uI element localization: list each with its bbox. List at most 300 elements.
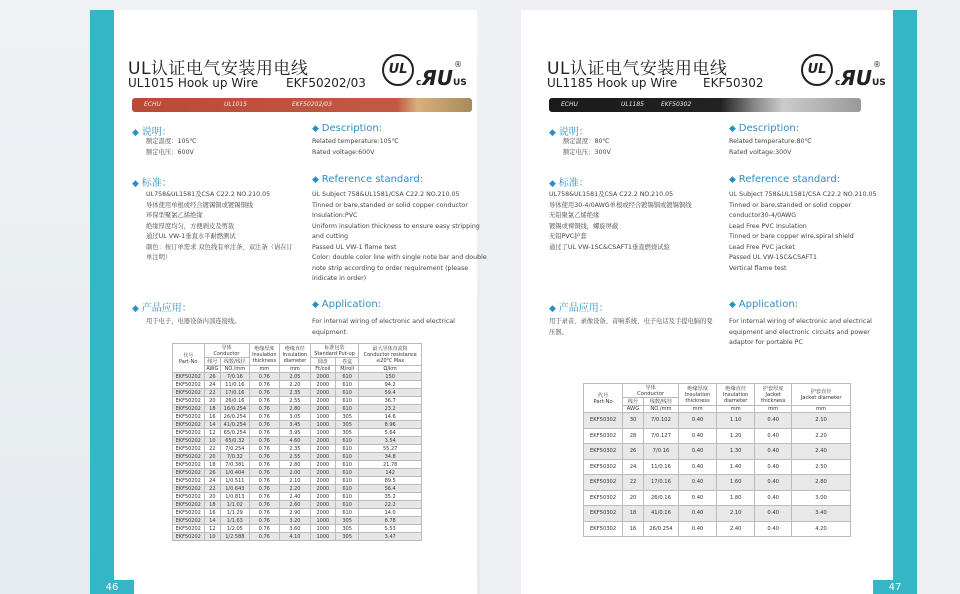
table-cell: 65/0.32	[221, 437, 249, 445]
app-cn-heading: ◆ 产品应用：	[132, 303, 192, 314]
table-cell: EKF50302	[584, 428, 623, 444]
cru-c: c	[416, 78, 422, 88]
app-cn-heading: ◆ 产品应用：	[549, 303, 609, 314]
table-row	[173, 477, 422, 485]
th-unit: mm	[755, 406, 792, 413]
std-en-heading: ◆ Reference standard:	[312, 174, 424, 185]
table-cell: 59.4	[359, 389, 422, 397]
table-cell: EKF50202	[173, 533, 205, 541]
table-cell: 3.95	[280, 429, 311, 437]
table-cell: 150	[359, 373, 422, 381]
table-cell: 2000	[310, 389, 335, 397]
table-cell: 2.10	[792, 413, 851, 429]
table-cell: 610	[335, 501, 358, 509]
table-cell: 22	[204, 389, 221, 397]
table-cell: 94.2	[359, 381, 422, 389]
table-cell: 610	[335, 509, 358, 517]
table-cell: 0.76	[249, 389, 280, 397]
table-cell: 1/0.813	[221, 493, 249, 501]
desc-cn-heading: ◆ 说明：	[549, 127, 589, 138]
wire-print-code: EKF50202/03	[292, 101, 332, 108]
header-text: Part-No	[179, 358, 198, 365]
th-box: 卷盒	[335, 358, 358, 366]
std-cn-heading-text: 标准：	[558, 178, 589, 189]
table-row	[173, 445, 422, 453]
cru-logo-icon: cЯUUS	[416, 66, 467, 90]
table-cell: 0.40	[755, 490, 792, 506]
cru-c: c	[835, 78, 841, 88]
table-cell: 36.7	[359, 397, 422, 405]
spec-table-right	[583, 383, 851, 537]
table-cell: EKF50202	[173, 421, 205, 429]
std-cn-line: 绝缘厚度均匀，方便剥皮及剪裁	[146, 222, 235, 230]
table-row	[584, 428, 851, 444]
table-cell: 0.76	[249, 469, 280, 477]
table-cell: 305	[335, 533, 358, 541]
table-cell: 10	[204, 437, 221, 445]
th-pack	[310, 344, 359, 358]
app-en-heading-text: Application:	[321, 299, 382, 310]
table-row	[173, 493, 422, 501]
std-en-line: Lead Free PVC Insulation	[729, 222, 807, 230]
th-unit: Ω/km	[359, 366, 422, 373]
table-row	[173, 469, 422, 477]
app-en: For internal wiring of electronic and electrical equipment.	[312, 318, 455, 336]
table-cell: 2.40	[717, 521, 755, 537]
table-cell: EKF50202	[173, 381, 205, 389]
desc-en-heading: ◆ Description:	[729, 123, 800, 134]
table-cell: 0.76	[249, 421, 280, 429]
th-unit: mm	[717, 406, 755, 413]
header-text: 最大导体直流阻	[372, 346, 408, 352]
header-text: Conductor	[637, 391, 665, 397]
th-strand-cn: 线数/线径	[643, 398, 678, 406]
table-row	[173, 437, 422, 445]
table-cell: 1/2.588	[221, 533, 249, 541]
desc-en-line: Related temperature:80℃	[729, 138, 812, 145]
table-cell: 0.76	[249, 445, 280, 453]
desc-en-heading-text: Description:	[321, 123, 383, 134]
table-cell: 610	[335, 469, 358, 477]
std-en-line: Tinned or bare,standed or solid copper conductor30-4/0AWG	[729, 201, 852, 219]
table-cell: EKF50302	[584, 413, 623, 429]
table-cell: 22	[204, 485, 221, 493]
table-cell: 610	[335, 493, 358, 501]
table-cell: 24	[204, 381, 221, 389]
table-cell: EKF50202	[173, 453, 205, 461]
header-text: 导体	[645, 385, 656, 391]
th-jacket-thickness	[755, 384, 792, 406]
table-cell: 2000	[310, 501, 335, 509]
table-cell: 0.40	[755, 475, 792, 491]
table-cell: 610	[335, 461, 358, 469]
header-text: 绝缘厚度	[254, 346, 275, 352]
table-cell: 7/0.127	[643, 428, 678, 444]
table-cell: 0.76	[249, 485, 280, 493]
app-en-heading: ◆ Application:	[312, 299, 382, 310]
table-row	[173, 501, 422, 509]
table-cell: 2.10	[280, 477, 311, 485]
table-cell: EKF50202	[173, 509, 205, 517]
header-text: 标准包装	[324, 345, 345, 351]
header-text: Insulation	[252, 352, 277, 358]
table-cell: 0.76	[249, 493, 280, 501]
wire-print-model: UL1015	[224, 101, 248, 108]
table-cell: 2.90	[280, 509, 311, 517]
header-text: Insulation	[684, 392, 711, 398]
desc-en-heading: ◆ Description:	[312, 123, 383, 134]
table-cell: 0.76	[249, 517, 280, 525]
std-en-line: Passed UL VW-1 flame test	[312, 243, 397, 251]
th-unit: mm	[679, 406, 717, 413]
desc-cn	[146, 137, 197, 158]
th-code	[584, 384, 623, 413]
table-cell: EKF50202	[173, 501, 205, 509]
desc-cn-heading-text: 说明：	[558, 127, 589, 138]
std-cn-heading: ◆ 标准：	[549, 178, 589, 189]
table-cell: 610	[335, 453, 358, 461]
app-cn: 用于录音、录像设备、音响系统、电子电话及手提电脑的变压器。	[549, 318, 713, 336]
table-cell: 0.40	[755, 506, 792, 522]
th-res	[359, 344, 422, 366]
std-cn-line: UL758&UL1581及CSA C22.2 NO.210.05	[549, 191, 674, 198]
table-cell: EKF50302	[584, 490, 623, 506]
table-cell: 305	[335, 429, 358, 437]
table-cell: 89.5	[359, 477, 422, 485]
table-cell: 0.76	[249, 477, 280, 485]
cru-logo-icon: cЯUUS	[835, 66, 886, 90]
std-cn-line: 镀锡或裸铜线，螺旋屏蔽	[549, 222, 619, 230]
header-text: 绝缘直径	[725, 386, 747, 392]
table-cell: 0.76	[249, 533, 280, 541]
table-cell: 14	[204, 421, 221, 429]
wire-brand: ECHU	[144, 101, 161, 108]
page-title: UL认证电气安装用电线	[547, 59, 728, 79]
th-unit: mm	[792, 406, 851, 413]
table-cell: 0.40	[679, 428, 717, 444]
table-cell: EKF50202	[173, 413, 205, 421]
table-cell: 26/0.16	[221, 397, 249, 405]
table-cell: 0.76	[249, 509, 280, 517]
table-cell: 1.20	[717, 428, 755, 444]
table-cell: 7/0.16	[221, 373, 249, 381]
table-cell: 11/0.16	[221, 381, 249, 389]
table-cell: 3.45	[280, 421, 311, 429]
table-cell: 3.54	[359, 437, 422, 445]
th-ins	[249, 344, 280, 366]
table-row	[173, 381, 422, 389]
table-cell: 305	[335, 413, 358, 421]
table-cell: 610	[335, 397, 358, 405]
table-cell: 0.76	[249, 405, 280, 413]
table-cell: EKF50202	[173, 373, 205, 381]
table-cell: 2000	[310, 381, 335, 389]
table-row	[173, 485, 422, 493]
th-unit: AWG	[623, 406, 644, 413]
table-cell: 0.40	[679, 413, 717, 429]
table-cell: 35.2	[359, 493, 422, 501]
table-cell: 0.40	[679, 521, 717, 537]
table-cell: 2.00	[280, 469, 311, 477]
table-row	[173, 373, 422, 381]
th-unit: NO./mm	[221, 366, 249, 373]
th-unit: NO./mm	[643, 406, 678, 413]
table-cell: 2.60	[280, 501, 311, 509]
table-cell: EKF50202	[173, 389, 205, 397]
desc-en-line: Rated voltage:600V	[312, 148, 375, 156]
table-cell: 21.78	[359, 461, 422, 469]
table-cell: 1000	[310, 421, 335, 429]
table-cell: 0.76	[249, 461, 280, 469]
desc-cn-line: 额定温度：80℃	[563, 138, 610, 145]
desc-en-line: Related temperature:105℃	[312, 138, 399, 145]
wire-print-code: EKF50302	[661, 101, 692, 108]
table-row	[584, 413, 851, 429]
table-cell: 41/0.254	[221, 421, 249, 429]
table-cell: 0.76	[249, 397, 280, 405]
table-cell: 12	[204, 525, 221, 533]
table-cell: 1000	[310, 525, 335, 533]
std-cn-line: 通过了UL VW-1SC&CSAFT1垂直燃烧试验	[549, 243, 670, 251]
wire-model: UL1185 Hook up Wire	[547, 76, 678, 90]
table-cell: 0.76	[249, 413, 280, 421]
table-cell: 20	[204, 453, 221, 461]
std-en-line: Passed UL VW-1SC&CSAFT1	[729, 254, 817, 261]
std-en-line: Uniform insulation thickness to ensure easy stripping and cutting	[312, 222, 480, 240]
table-cell: 26/0.254	[643, 521, 678, 537]
std-en	[729, 190, 894, 274]
table-cell: 0.40	[755, 459, 792, 475]
header-text: Part-No	[593, 398, 613, 405]
table-cell: 1.40	[717, 459, 755, 475]
header-text: Jacket diameter	[800, 395, 842, 401]
table-cell: 28	[623, 428, 644, 444]
wire-brand: ECHU	[561, 101, 578, 108]
table-cell: 4.60	[280, 437, 311, 445]
table-cell: 0.40	[679, 490, 717, 506]
std-en-line: Vertical flame test	[729, 264, 787, 272]
table-cell: 610	[335, 405, 358, 413]
th-unit: Ft/coil	[310, 366, 335, 373]
table-cell: 18	[204, 461, 221, 469]
table-cell: 34.8	[359, 453, 422, 461]
cru-us: US	[871, 78, 886, 88]
table-cell: 2.80	[280, 405, 311, 413]
table-cell: 1/0.511	[221, 477, 249, 485]
table-cell: 2000	[310, 461, 335, 469]
table-cell: 0.40	[679, 506, 717, 522]
table-cell: 17/0.16	[221, 389, 249, 397]
table-cell: 0.76	[249, 453, 280, 461]
table-cell: 305	[335, 517, 358, 525]
table-row	[173, 421, 422, 429]
table-cell: EKF50202	[173, 437, 205, 445]
table-cell: EKF50302	[584, 506, 623, 522]
table-cell: 0.76	[249, 381, 280, 389]
header-text: diameter	[283, 358, 307, 364]
page-title: UL认证电气安装用电线	[128, 59, 309, 79]
table-cell: 0.40	[679, 444, 717, 460]
desc-cn-heading-text: 说明：	[141, 127, 172, 138]
table-cell: 0.40	[755, 444, 792, 460]
std-cn-line: 通过UL VW-1垂直水平耐燃测试	[146, 233, 236, 240]
wire-code: EKF50202/03	[286, 76, 366, 90]
std-en-line: Tinned or bare,standed or solid copper conductor	[312, 201, 468, 209]
table-cell: 2000	[310, 397, 335, 405]
std-en-heading: ◆ Reference standard:	[729, 174, 841, 185]
th-unit: mm	[249, 366, 280, 373]
table-cell: 1000	[310, 533, 335, 541]
std-en	[312, 190, 487, 285]
std-en-line: UL Subject 758&UL1581/CSA C22.2 NO.210.05	[729, 191, 877, 198]
table-cell: 18	[623, 506, 644, 522]
std-cn	[549, 190, 714, 253]
header-text: thickness	[252, 358, 277, 364]
table-cell: EKF50302	[584, 475, 623, 491]
table-cell: 2.20	[280, 381, 311, 389]
header-text: Insulation	[722, 392, 749, 398]
table-row	[173, 517, 422, 525]
table-cell: 4.20	[792, 521, 851, 537]
desc-en-line: Rated voltage:300V	[729, 148, 792, 156]
table-cell: 1/1.63	[221, 517, 249, 525]
table-cell: EKF50202	[173, 477, 205, 485]
table-cell: 305	[335, 421, 358, 429]
table-cell: 8.96	[359, 421, 422, 429]
th-jacket-diameter	[792, 384, 851, 406]
table-row	[173, 429, 422, 437]
header-text: 护套厚度	[762, 386, 784, 392]
table-row	[173, 453, 422, 461]
table-cell: 3.40	[792, 506, 851, 522]
table-cell: 1.30	[717, 444, 755, 460]
std-cn-line: 颜色：按订单需求 双色线有单注条、双注条（请在订单注明）	[146, 243, 293, 261]
std-en-line: UL Subject 758&UL1581/CSA C22.2 NO.210.05	[312, 191, 460, 198]
table-cell: 3.60	[280, 525, 311, 533]
table-cell: 14.0	[359, 509, 422, 517]
table-cell: 14	[204, 517, 221, 525]
table-cell: 16	[623, 521, 644, 537]
std-cn-heading: ◆ 标准：	[132, 178, 172, 189]
wire-print-model: UL1185	[621, 101, 645, 108]
table-cell: EKF50302	[584, 444, 623, 460]
desc-cn-heading: ◆ 说明：	[132, 127, 172, 138]
table-cell: 16/0.254	[221, 405, 249, 413]
table-cell: 0.76	[249, 501, 280, 509]
table-cell: 26	[623, 444, 644, 460]
table-cell: 2.35	[280, 389, 311, 397]
table-cell: 2.55	[280, 397, 311, 405]
table-cell: 1/1.29	[221, 509, 249, 517]
table-cell: EKF50202	[173, 445, 205, 453]
table-cell: EKF50202	[173, 461, 205, 469]
th-conductor	[204, 344, 249, 358]
table-cell: 26	[204, 373, 221, 381]
table-cell: 20	[204, 397, 221, 405]
table-cell: 2.80	[792, 475, 851, 491]
table-cell: 2000	[310, 485, 335, 493]
table-cell: 22	[204, 445, 221, 453]
table-cell: 65/0.254	[221, 429, 249, 437]
table-cell: 3.20	[280, 517, 311, 525]
std-cn-line: 导体使用单根或经合镀锡铜或镀锡铜线	[146, 201, 254, 209]
std-en-line: Color: double color line with single note bar and double note strip according to order requirement (please indicate in order)	[312, 254, 487, 282]
table-cell: 2000	[310, 405, 335, 413]
table-cell: 10	[204, 533, 221, 541]
table-row	[584, 490, 851, 506]
table-cell: EKF50302	[584, 459, 623, 475]
th-unit: AWG	[204, 366, 221, 373]
table-cell: 2000	[310, 437, 335, 445]
table-cell: 1.60	[717, 475, 755, 491]
table-row	[584, 506, 851, 522]
header-text: Standard Put-up	[314, 351, 355, 357]
table-cell: 3.00	[792, 490, 851, 506]
table-cell: 1/0.643	[221, 485, 249, 493]
app-en-heading: ◆ Application:	[729, 299, 799, 310]
desc-cn	[563, 137, 611, 158]
std-cn-line: 无铅聚氯乙烯绝缘	[549, 212, 600, 219]
table-cell: 23.2	[359, 405, 422, 413]
desc-cn-line: 额定温度：105℃	[146, 138, 197, 145]
std-en-heading-text: Reference standard:	[321, 174, 424, 185]
std-cn-line: 无铅PVC护套	[549, 233, 587, 240]
table-cell: EKF50202	[173, 429, 205, 437]
table-cell: 142	[359, 469, 422, 477]
table-cell: 2.40	[792, 444, 851, 460]
std-cn-line: 环保型聚氯乙烯绝缘	[146, 212, 203, 219]
wire-image	[549, 98, 861, 112]
table-cell: 1000	[310, 413, 335, 421]
table-cell: 0.76	[249, 437, 280, 445]
table-cell: 305	[335, 525, 358, 533]
table-cell: 8.78	[359, 517, 422, 525]
table-cell: 2.35	[280, 445, 311, 453]
table-cell: 2000	[310, 477, 335, 485]
header-text: thickness	[685, 398, 710, 404]
table-row	[584, 475, 851, 491]
table-cell: 1000	[310, 517, 335, 525]
table-cell: EKF50202	[173, 493, 205, 501]
cru-us: US	[452, 78, 467, 88]
std-en-line: Lead Free PVC jacket	[729, 243, 795, 251]
table-cell: 2.10	[717, 506, 755, 522]
table-cell: 1.80	[717, 490, 755, 506]
std-cn-line: UL758&UL1581及CSA C22.2 NO.210.05	[146, 191, 271, 198]
left-page	[90, 10, 487, 594]
table-cell: 2.20	[280, 485, 311, 493]
app-en-heading-text: Application:	[738, 299, 799, 310]
table-cell: 7/0.102	[643, 413, 678, 429]
header-text: 代号	[597, 392, 609, 399]
table-cell: 2.05	[280, 373, 311, 381]
table-cell: 610	[335, 389, 358, 397]
std-en-line: Tinned or bare copper wire,spiral shield	[729, 233, 854, 240]
th-unit: M/roll	[335, 366, 358, 373]
table-cell: 56.4	[359, 485, 422, 493]
table-cell: EKF50202	[173, 397, 205, 405]
table-cell: 20	[623, 490, 644, 506]
table-cell: 7/0.32	[221, 453, 249, 461]
table-cell: 610	[335, 373, 358, 381]
table-cell: 12	[204, 429, 221, 437]
header-text: diameter	[723, 398, 748, 404]
table-cell: 2.20	[792, 428, 851, 444]
table-row	[173, 509, 422, 517]
table-cell: 2.50	[792, 459, 851, 475]
page-number: 46	[90, 580, 134, 594]
header-text: Conductor	[213, 351, 240, 357]
